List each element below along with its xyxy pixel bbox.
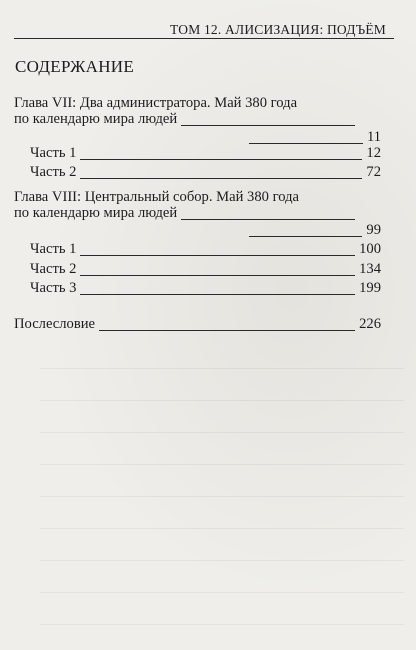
chapter-8-title-line1: Глава VIII: Центральный собор. Май 380 года	[14, 189, 299, 205]
ch8-part3-label: Часть 3	[30, 280, 77, 296]
dot-leader	[99, 330, 355, 331]
toc-row-chapter-8-page[interactable]	[14, 221, 381, 240]
toc-row-ch7-part1[interactable]	[14, 144, 381, 163]
ch7-part2-label: Часть 2	[30, 164, 77, 180]
chapter-7-title-line1: Глава VII: Два администратора. Май 380 года	[14, 95, 298, 111]
afterword-page: 226	[359, 316, 381, 332]
bleed-through-line	[40, 424, 404, 433]
dot-leader	[80, 159, 362, 160]
chapter-7-title-line2: по календарю мира людей	[14, 111, 178, 127]
dot-leader	[80, 178, 362, 179]
ch8-part2-label: Часть 2	[30, 261, 77, 277]
dot-leader	[80, 294, 355, 295]
dot-leader	[249, 236, 362, 237]
ch8-part1-page: 100	[359, 241, 381, 257]
afterword-label: Послесловие	[14, 316, 96, 332]
ch7-part2-page: 72	[366, 164, 381, 180]
chapter-8-page: 99	[366, 222, 381, 238]
bleed-through-line	[40, 392, 404, 401]
chapter-8-title-line2: по календарю мира людей	[14, 205, 178, 221]
dot-leader	[181, 125, 355, 126]
bleed-through-line	[40, 616, 404, 625]
dot-leader	[181, 219, 355, 220]
chapter-7-page: 11	[366, 129, 381, 145]
bleed-through-line	[40, 456, 404, 465]
bleed-through-line	[40, 488, 404, 497]
toc-row-ch8-part1[interactable]	[14, 240, 381, 259]
bleed-through-line	[40, 584, 404, 593]
toc-row-afterword[interactable]	[14, 315, 381, 334]
ch7-part1-label: Часть 1	[30, 145, 77, 161]
running-head: ТОМ 12. АЛИСИЗАЦИЯ: ПОДЪЁМ	[169, 22, 386, 37]
toc-row-ch8-part3[interactable]	[14, 279, 381, 298]
toc-row-ch8-part2[interactable]	[14, 260, 381, 279]
toc-row-ch7-part2[interactable]	[14, 163, 381, 182]
ch8-part1-label: Часть 1	[30, 241, 77, 257]
bleed-through-line	[40, 520, 404, 529]
ch8-part2-page: 134	[359, 261, 381, 277]
ch8-part3-page: 199	[359, 280, 381, 296]
bleed-through-line	[40, 552, 404, 561]
dot-leader	[80, 275, 355, 276]
toc-title: СОДЕРЖАНИЕ	[15, 57, 135, 76]
header-rule	[14, 38, 394, 39]
ch7-part1-page: 12	[366, 145, 381, 161]
toc-row-chapter-7[interactable]	[14, 110, 381, 129]
bleed-through-line	[40, 360, 404, 369]
dot-leader	[80, 255, 355, 256]
